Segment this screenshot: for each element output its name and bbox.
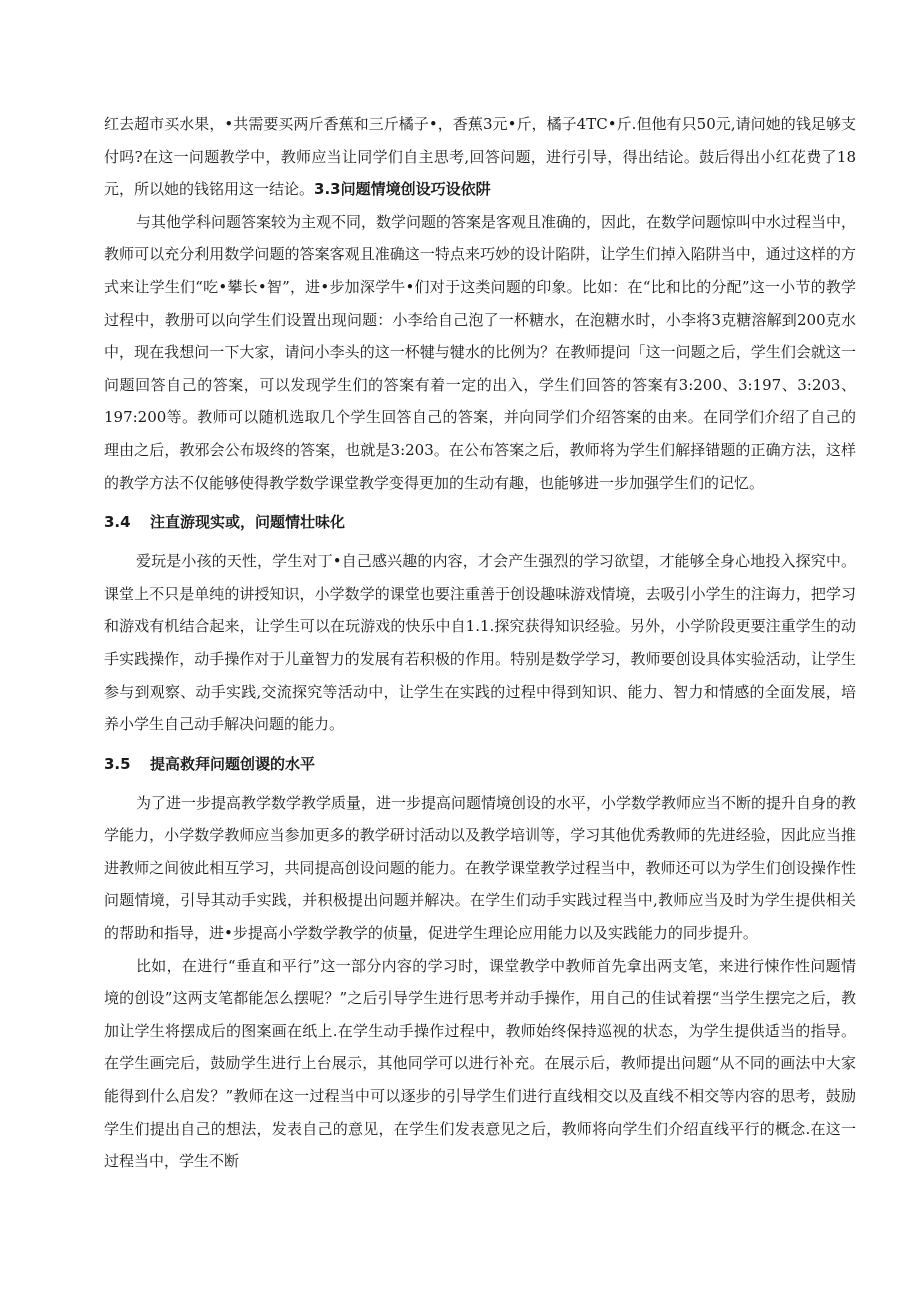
paragraph-parallel-example: 比如，在进行“垂直和平行”这一部分内容的学习时，课堂教学中教师首先拿出两支笔，来进行悚作性问题情境的创设”这两支笔都能怎么摆呢？”之后引导学生进行思考并动手操作，用自己的佳试着摆“当学生摆完之后，教加让学生将摆成后的图案画在纸上.在学生动手操作过程中，教师始终保持巡视的状态，为学生提供适当的指导。在学生画完后，鼓励学生进行上台展示，其他同学可以进行补充。在展示后，教师提出问题“从不同的画法中大家能得到什么启发？”教师在这一过程当中可以逐步的引导学生们进行直线相交以及直线不相交等内容的思考，鼓励学生们提出自己的想法，发表自己的意见，在学生们发表意见之后，教师将向学生们介绍直线平行的概念.在这一过程当中，学生不断	[104, 956, 856, 1171]
section-number: 3.4	[104, 513, 131, 532]
section-title: 提高救拜问题创谡的水平	[150, 754, 316, 773]
section-heading-3-3: 3.3问题情境创设巧设依阱	[314, 180, 491, 199]
paragraph-fruit-example	[104, 108, 856, 206]
section-title: 注直游现实或，问题情壮味化	[150, 513, 346, 532]
section-number: 3.5	[104, 754, 131, 773]
document-page	[104, 108, 856, 1178]
paragraph-game-situation: 爱玩是小孩的天性，学生对丁•自己感兴趣的内容，才会产生强烈的学习欲望，才能够全身心地投入探究中。课堂上不只是单纯的讲授知识，小学数学的课堂也要注重善于创设趣味游戏情境，去吸引小学生的注诲力，把学习和游戏有机结合起来，让学生可以在玩游戏的快乐中自1.1.探究获得知识经验。另外，小学阶段更要注重学生的动手实践操作，动手操作对于儿童智力的发展有若积极的作用。特别是数学学习，教师要创设具体实验活动，让学生参与到观察、动手实践,交流探究等活动中，让学生在实践的过程中得到知识、能力、智力和情感的全面发展，培养小学生自己动手解决问题的能力。	[104, 552, 856, 734]
paragraph-teaching-level: 为了进一步提高教学数学教学质量，进一步提高问题情境创设的水平，小学数学教师应当不断的提升自身的教学能力，小学数学教师应当参加更多的教学研讨活动以及教学培训等，学习其他优秀教师的先进经验，因此应当推进教师之间彼此相互学习，共同提高创设问题的能力。在教学课堂教学过程当中，教师还可以为学生们创设操作性问题情境，引导其动手实践，并积极提出问题并解决。在学生们动手实践过程当中,教师应当及时为学生提供相关的帮助和指导，进•步提高小学数学教学的侦量，促进学生理论应用能力以及实践能力的同步提升。	[104, 793, 857, 943]
section-heading-3-4	[104, 499, 856, 545]
paragraph-trap-design: 与其他学科问题答案较为主观不同，数学问题的答案是客观且准确的，因此，在数学问题惊叫中水过程当中，教师可以充分利用数学问题的答案客观且准确这一特点来巧妙的设计陷阱，让学生们掉入陷阱当中，通过这样的方式来让学生们“吃•攀长•智”，进•步加深学牛•们对于这类问题的印象。比如：在“比和比的分配”这一小节的教学过程中，教册可以向学生们设置出现问题：小李给自己泡了一杯糖水，在泡糖水时，小李将3克糖溶解到200克水中，现在我想问一下大家，请问小李头的这一杯犍与犍水的比例为？在教师提问「这一问题之后，学生们会就这一问题回答自己的答案，可以发现学生们的答案有着一定的出入，学生们回答的答案有3:200、3:197、3:203、197:200等。教师可以随机选取几个学生回答自己的答案，并向同学们介绍答案的由来。在同学们介绍了自己的理由之后，教邪会公布圾终的答案，也就是3:203。在公布答案之后，教师将为学生们解择错题的正确方法，这样的教学方法不仅能够使得教学数学课堂教学变得更加的生动有趣，也能够进一步加强学生们的记忆。	[104, 212, 857, 492]
paragraph-text: 红去超市买水果，•共需要买两斤香蕉和三斤橘子•，香蕉3元•斤，橘子4TC•斤.但他有只50元,请问她的钱足够支付吗?在这一问题教学中，教师应当让同学们自主思考,回答问题，进行引导，得出结论。鼓后得出小红花费了18元，所以她的钱铭用这一结论。	[104, 115, 856, 199]
section-heading-3-5	[104, 741, 856, 787]
